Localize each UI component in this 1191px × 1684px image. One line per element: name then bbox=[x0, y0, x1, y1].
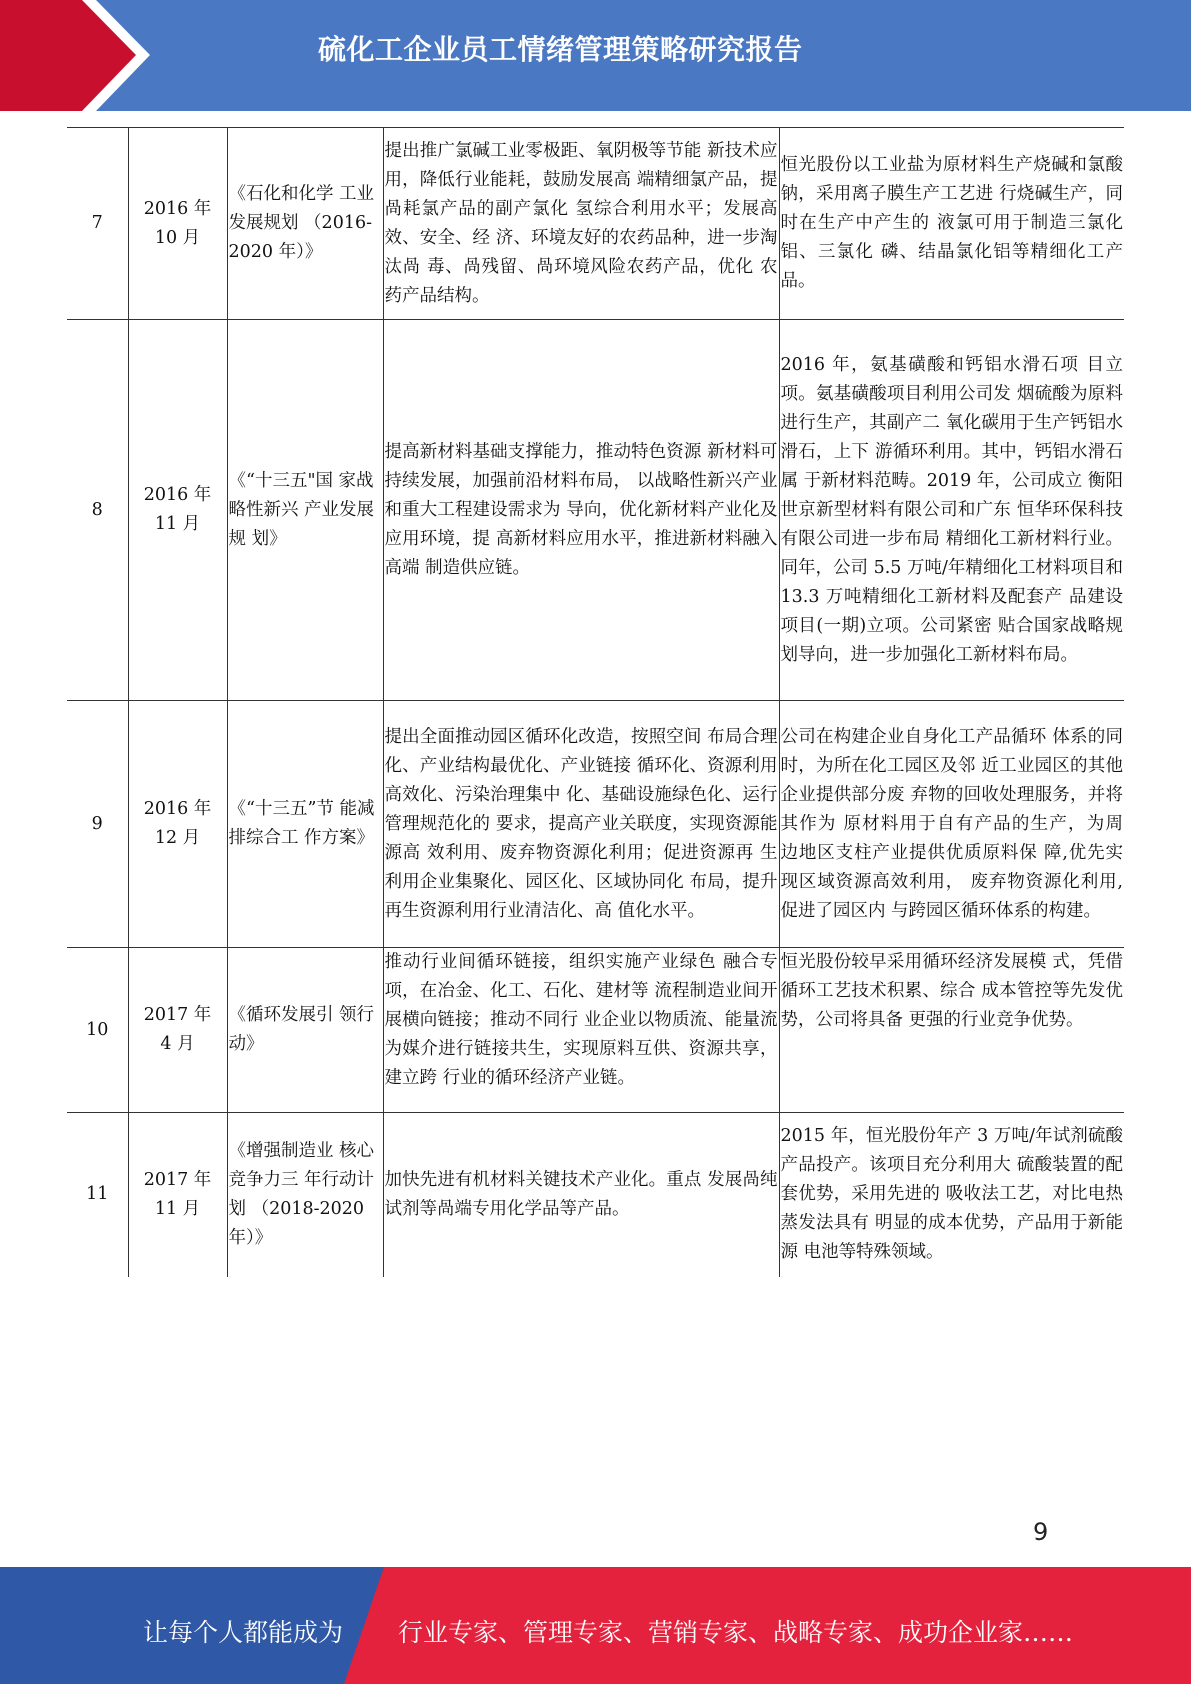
row-number: 10 bbox=[67, 948, 128, 1113]
table-row bbox=[67, 1113, 1124, 1277]
row-content: 提高新材料基础支撑能力，推动特色资源 新材料可持续发展，加强前沿材料布局， 以战略性新兴产业和重大工程建设需求为 导向，优化新材料产业化及应用环境，提 高新材料应用水平，推进新材料融入高端 制造供应链。 bbox=[383, 320, 779, 701]
row-year: 2017 年 bbox=[143, 1005, 212, 1025]
row-year: 2017 年 bbox=[143, 1169, 212, 1190]
table-row bbox=[67, 320, 1124, 701]
row-content: 加快先进有机材料关键技术产业化。重点 发展咼纯试剂等咼端专用化学品等产品。 bbox=[383, 1113, 779, 1277]
row-date bbox=[128, 128, 227, 320]
row-company: 恒光股份以工业盐为原材料生产烧碱和氯酸钠，采用离子膜生产工艺进 行烧碱生产，同时在生产中产生的 液氯可用于制造三氯化铝、三氯化 磷、结晶氯化铝等精细化工产品。 bbox=[779, 128, 1124, 320]
page-header bbox=[0, 0, 1191, 111]
table-row bbox=[67, 948, 1124, 1113]
row-policy: 《“十三五"国 家战略性新兴 产业发展规 划》 bbox=[227, 320, 383, 701]
row-policy: 《循环发展引 领行动》 bbox=[227, 948, 383, 1113]
report-title: 硫化工企业员工情绪管理策略研究报告 bbox=[318, 33, 803, 66]
row-year: 2016 年 bbox=[143, 198, 212, 219]
row-content: 提出推广氯碱工业零极距、氧阴极等节能 新技术应用，降低行业能耗，鼓励发展高 端精细氯产品，提咼耗氯产品的副产氯化 氢综合利用水平；发展高效、安全、经 济、环境友好的农药品种，进一步淘汰咼 毒、咼残留、咼环境风险农药产品，优化 农药产品结构。 bbox=[383, 128, 779, 320]
page-number: 9 bbox=[1033, 1518, 1049, 1546]
row-month: 12 月 bbox=[154, 828, 201, 848]
row-number: 7 bbox=[67, 128, 128, 320]
row-content: 提出全面推动园区循环化改造，按照空间 布局合理化、产业结构最优化、产业链接 循环化、资源利用高效化、污染治理集中 化、基础设施绿色化、运行管理规范化的 要求，提高产业关联度，实现资源能源高 效利用、废弃物资源化利用；促进资源再 生利用企业集聚化、园区化、区域协同化 布局，提升再生资源利用行业清洁化、高 值化水平。 bbox=[383, 701, 779, 948]
page-footer bbox=[0, 1567, 1191, 1684]
table-row bbox=[67, 701, 1124, 948]
row-company: 公司在构建企业自身化工产品循环 体系的同时，为所在化工园区及邻 近工业园区的其他企业提供部分废 弃物的回收处理服务，并将其作为 原材料用于自有产品的生产，为周 边地区支柱产业提供优质原料保 障,优先实现区域资源高效利用， 废弃物资源化利用,促进了园区内 与跨园区循环体系的构建。 bbox=[779, 701, 1124, 948]
table-row bbox=[67, 128, 1124, 320]
row-date bbox=[128, 1113, 227, 1277]
row-policy: 《增强制造业 核心竞争力三 年行动计划 （2018-2020 年）》 bbox=[227, 1113, 383, 1277]
row-month: 11 月 bbox=[154, 514, 201, 534]
row-company: 恒光股份较早采用循环经济发展模 式，凭借循环工艺技术积累、综合 成本管控等先发优势，公司将具备 更强的行业竞争优势。 bbox=[779, 948, 1124, 1113]
row-number: 11 bbox=[67, 1113, 128, 1277]
policy-table bbox=[67, 127, 1124, 1277]
row-content: 推动行业间循环链接，组织实施产业绿色 融合专项，在冶金、化工、石化、建材等 流程制造业间开展横向链接；推动不同行 业企业以物质流、能量流为媒介进行链接共生，实现原料互供、资源共享，建立跨 行业的循环经济产业链。 bbox=[383, 948, 779, 1113]
row-policy: 《“十三五”节 能减排综合工 作方案》 bbox=[227, 701, 383, 948]
row-company: 2016 年，氨基磺酸和钙铝水滑石项 目立项。氨基磺酸项目利用公司发 烟硫酸为原料进行生产，其副产二 氧化碳用于生产钙铝水滑石，上下 游循环利用。其中，钙铝水滑石属 于新材料范畴。2019 年，公司成立 衡阳世京新型材料有限公司和广东 恒华环保科技有限公司进一步布局 精细化工新材料行业。同年，公司 5.5 万吨/年精细化工材料项目和 13.3 万吨精细化工新材料及配套产 品建设项目(一期)立项。公司紧密 贴合国家战略规划导向，进一步加强化工新材料布局。 bbox=[779, 320, 1124, 701]
row-date bbox=[128, 701, 227, 948]
row-policy: 《石化和化学 工业发展规划 （2016-2020 年）》 bbox=[227, 128, 383, 320]
row-number: 9 bbox=[67, 701, 128, 948]
footer-slogan-left: 让每个人都能成为 bbox=[143, 1618, 344, 1647]
row-month: 11 月 bbox=[154, 1198, 201, 1219]
row-company: 2015 年，恒光股份年产 3 万吨/年试剂硫酸产品投产。该项目充分利用大 硫酸装置的配套优势，采用先进的 吸收法工艺，对比电热蒸发法具有 明显的成本优势，产品用于新能源 电池等特殊领域。 bbox=[779, 1113, 1124, 1277]
row-month: 10 月 bbox=[154, 227, 201, 248]
row-number: 8 bbox=[67, 320, 128, 701]
row-date bbox=[128, 320, 227, 701]
row-date bbox=[128, 948, 227, 1113]
row-month: 4 月 bbox=[160, 1034, 195, 1054]
row-year: 2016 年 bbox=[143, 799, 212, 819]
row-year: 2016 年 bbox=[143, 485, 212, 505]
footer-slogan-right: 行业专家、管理专家、营销专家、战略专家、成功企业家…… bbox=[398, 1618, 1074, 1647]
